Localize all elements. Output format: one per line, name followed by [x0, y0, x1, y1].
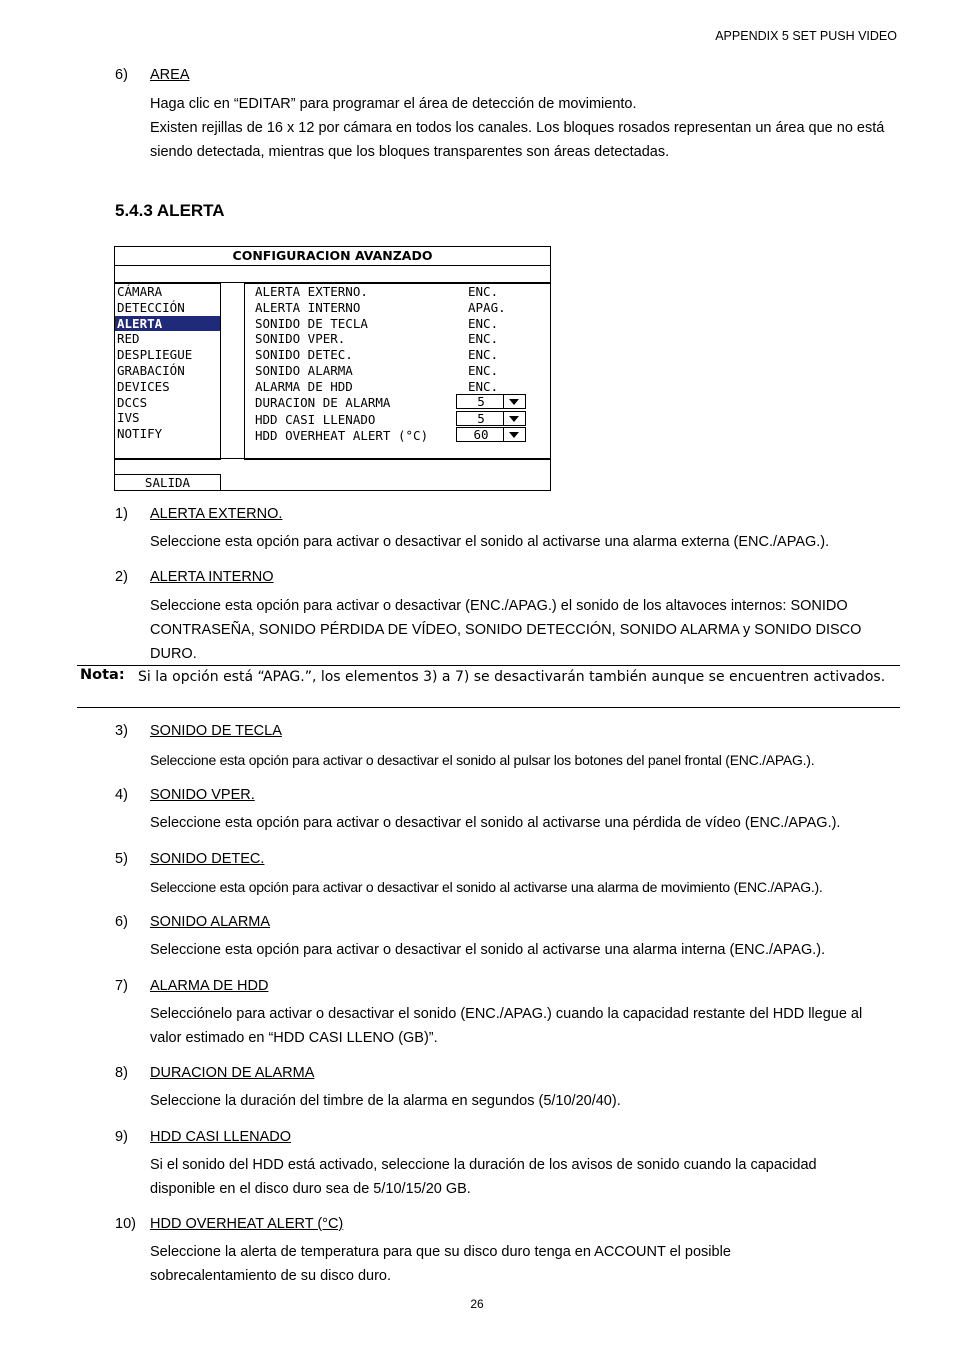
item-number: 1) — [115, 506, 128, 522]
setting-label: SONIDO ALARMA — [255, 363, 353, 378]
setting-label: HDD OVERHEAT ALERT (°C) — [255, 428, 429, 443]
menu-sidebar — [115, 283, 221, 460]
setting-value[interactable]: ENC. — [468, 284, 499, 299]
item-number: 8) — [115, 1065, 128, 1081]
item-title-area: AREA — [150, 67, 190, 83]
menu-item-notify[interactable]: NOTIFY — [117, 426, 163, 442]
menu-item-devices[interactable]: DEVICES — [117, 378, 170, 394]
setting-label: ALARMA DE HDD — [255, 378, 353, 394]
item-title: ALARMA DE HDD — [150, 978, 269, 994]
menu-title: CONFIGURACION AVANZADO — [115, 247, 550, 266]
setting-label: SONIDO DETEC. — [255, 347, 353, 363]
dropdown-arrow-icon — [503, 428, 525, 441]
menu-item-deteccion[interactable]: DETECCIÓN — [117, 299, 185, 315]
settings-menu-screenshot — [114, 246, 551, 491]
setting-label: HDD CASI LLENADO — [255, 411, 376, 427]
menu-item-grabacion[interactable]: GRABACIÓN — [117, 362, 185, 378]
item-text: Seleccione la alerta de temperatura para que su disco duro tenga en ACCOUNT el posible sobrecalentamiento de su disco duro. — [150, 1244, 731, 1284]
item-text: Seleccione esta opción para activar o desactivar (ENC./APAG.) el sonido de los altavoces internos: SONIDO CONTRASEÑA, SONIDO PÉRDIDA DE VÍDEO, SONIDO DETECCIÓN, SONIDO ALARMA y SONIDO DISCO DURO. — [150, 598, 862, 662]
setting-value[interactable]: ENC. — [468, 363, 499, 378]
item-text: Selecciónelo para activar o desactivar el sonido (ENC./APAG.) cuando la capacidad restante del HDD llegue al valor estimado en “HDD CASI LLENO (GB)”. — [150, 1006, 863, 1046]
item-title: SONIDO DE TECLA — [150, 723, 282, 739]
setting-label: SONIDO VPER. — [255, 331, 346, 347]
dropdown-value: 60 — [473, 427, 489, 442]
menu-item-ivs[interactable]: IVS — [117, 410, 140, 426]
setting-value[interactable]: ENC. — [468, 315, 499, 331]
setting-label: ALERTA INTERNO — [255, 299, 361, 315]
item-title: SONIDO DETEC. — [150, 851, 265, 867]
setting-value[interactable]: ENC. — [468, 331, 499, 347]
menu-item-camara[interactable]: CÁMARA — [117, 284, 163, 299]
note-label: Nota: — [80, 667, 125, 683]
dropdown-value: 5 — [477, 410, 485, 426]
item-number: 6) — [115, 67, 128, 83]
page-header: APPENDIX 5 SET PUSH VIDEO — [715, 29, 897, 43]
setting-value[interactable]: ENC. — [468, 347, 499, 363]
item-text: Seleccione esta opción para activar o desactivar el sonido al activarse una pérdida de vídeo (ENC./APAG.). — [150, 815, 841, 831]
item-number: 9) — [115, 1129, 128, 1145]
item-number: 4) — [115, 787, 128, 803]
setting-value[interactable]: ENC. — [468, 378, 499, 394]
menu-divider — [115, 266, 550, 283]
note-rule-bottom — [77, 707, 900, 708]
item-title: HDD CASI LLENADO — [150, 1129, 292, 1145]
item-number: 7) — [115, 978, 128, 994]
page-number: 26 — [470, 1297, 484, 1311]
item-number: 2) — [115, 569, 128, 585]
hdd-overheat-dropdown[interactable] — [456, 427, 526, 442]
dropdown-arrow-icon — [503, 395, 525, 408]
menu-item-despliegue[interactable]: DESPLIEGUE — [117, 347, 193, 363]
setting-value[interactable]: APAG. — [468, 299, 506, 315]
item-text: Si el sonido del HDD está activado, seleccione la duración de los avisos de sonido cuando la capacidad disponible en el disco duro sea de 5/10/15/20 GB. — [150, 1157, 817, 1197]
item-title: SONIDO VPER. — [150, 787, 255, 803]
setting-label: DURACION DE ALARMA — [255, 395, 391, 410]
item-number: 10) — [115, 1216, 136, 1232]
menu-item-alerta[interactable]: ALERTA — [115, 316, 220, 332]
item-title: ALERTA EXTERNO. — [150, 506, 283, 522]
item-text: Seleccione la duración del timbre de la alarma en segundos (5/10/20/40). — [150, 1093, 621, 1109]
menu-divider — [115, 458, 550, 475]
item-number: 6) — [115, 914, 128, 930]
exit-button[interactable]: SALIDA — [115, 474, 221, 490]
item-text: Seleccione esta opción para activar o desactivar el sonido al pulsar los botones del panel frontal (ENC./APAG.). — [150, 752, 815, 768]
note-rule-top — [77, 665, 900, 666]
area-text-1: Haga clic en “EDITAR” para programar el área de detección de movimiento. — [150, 96, 637, 112]
item-title: DURACION DE ALARMA — [150, 1065, 315, 1081]
setting-label: SONIDO DE TECLA — [255, 315, 368, 331]
item-text: Seleccione esta opción para activar o desactivar el sonido al activarse una alarma interna (ENC./APAG.). — [150, 942, 826, 958]
alarm-duration-dropdown[interactable] — [456, 394, 526, 409]
item-number: 5) — [115, 851, 128, 867]
note-text: Si la opción está “APAG.”, los elementos 3) a 7) se desactivarán también aunque se encuentren activados. — [138, 669, 886, 685]
menu-settings-panel — [244, 283, 551, 460]
dropdown-arrow-icon — [503, 412, 525, 425]
section-title: 5.4.3 ALERTA — [115, 201, 225, 220]
menu-item-red[interactable]: RED — [117, 331, 140, 347]
area-text-2: Existen rejillas de 16 x 12 por cámara en todos los canales. Los bloques rosados representan un área que no está siendo detectada, mientras que los bloques transparentes son áreas detectadas. — [150, 120, 885, 160]
item-text: Seleccione esta opción para activar o desactivar el sonido al activarse una alarma externa (ENC./APAG.). — [150, 534, 830, 550]
item-title: SONIDO ALARMA — [150, 914, 271, 930]
dropdown-value: 5 — [477, 394, 485, 409]
hdd-full-dropdown[interactable] — [456, 411, 526, 426]
item-number: 3) — [115, 723, 128, 739]
item-text: Seleccione esta opción para activar o desactivar el sonido al activarse una alarma de movimiento (ENC./APAG.). — [150, 879, 823, 895]
menu-item-dccs[interactable]: DCCS — [117, 394, 148, 410]
setting-label: ALERTA EXTERNO. — [255, 284, 368, 299]
item-title: ALERTA INTERNO — [150, 569, 274, 585]
item-title: HDD OVERHEAT ALERT (°C) — [150, 1216, 344, 1232]
